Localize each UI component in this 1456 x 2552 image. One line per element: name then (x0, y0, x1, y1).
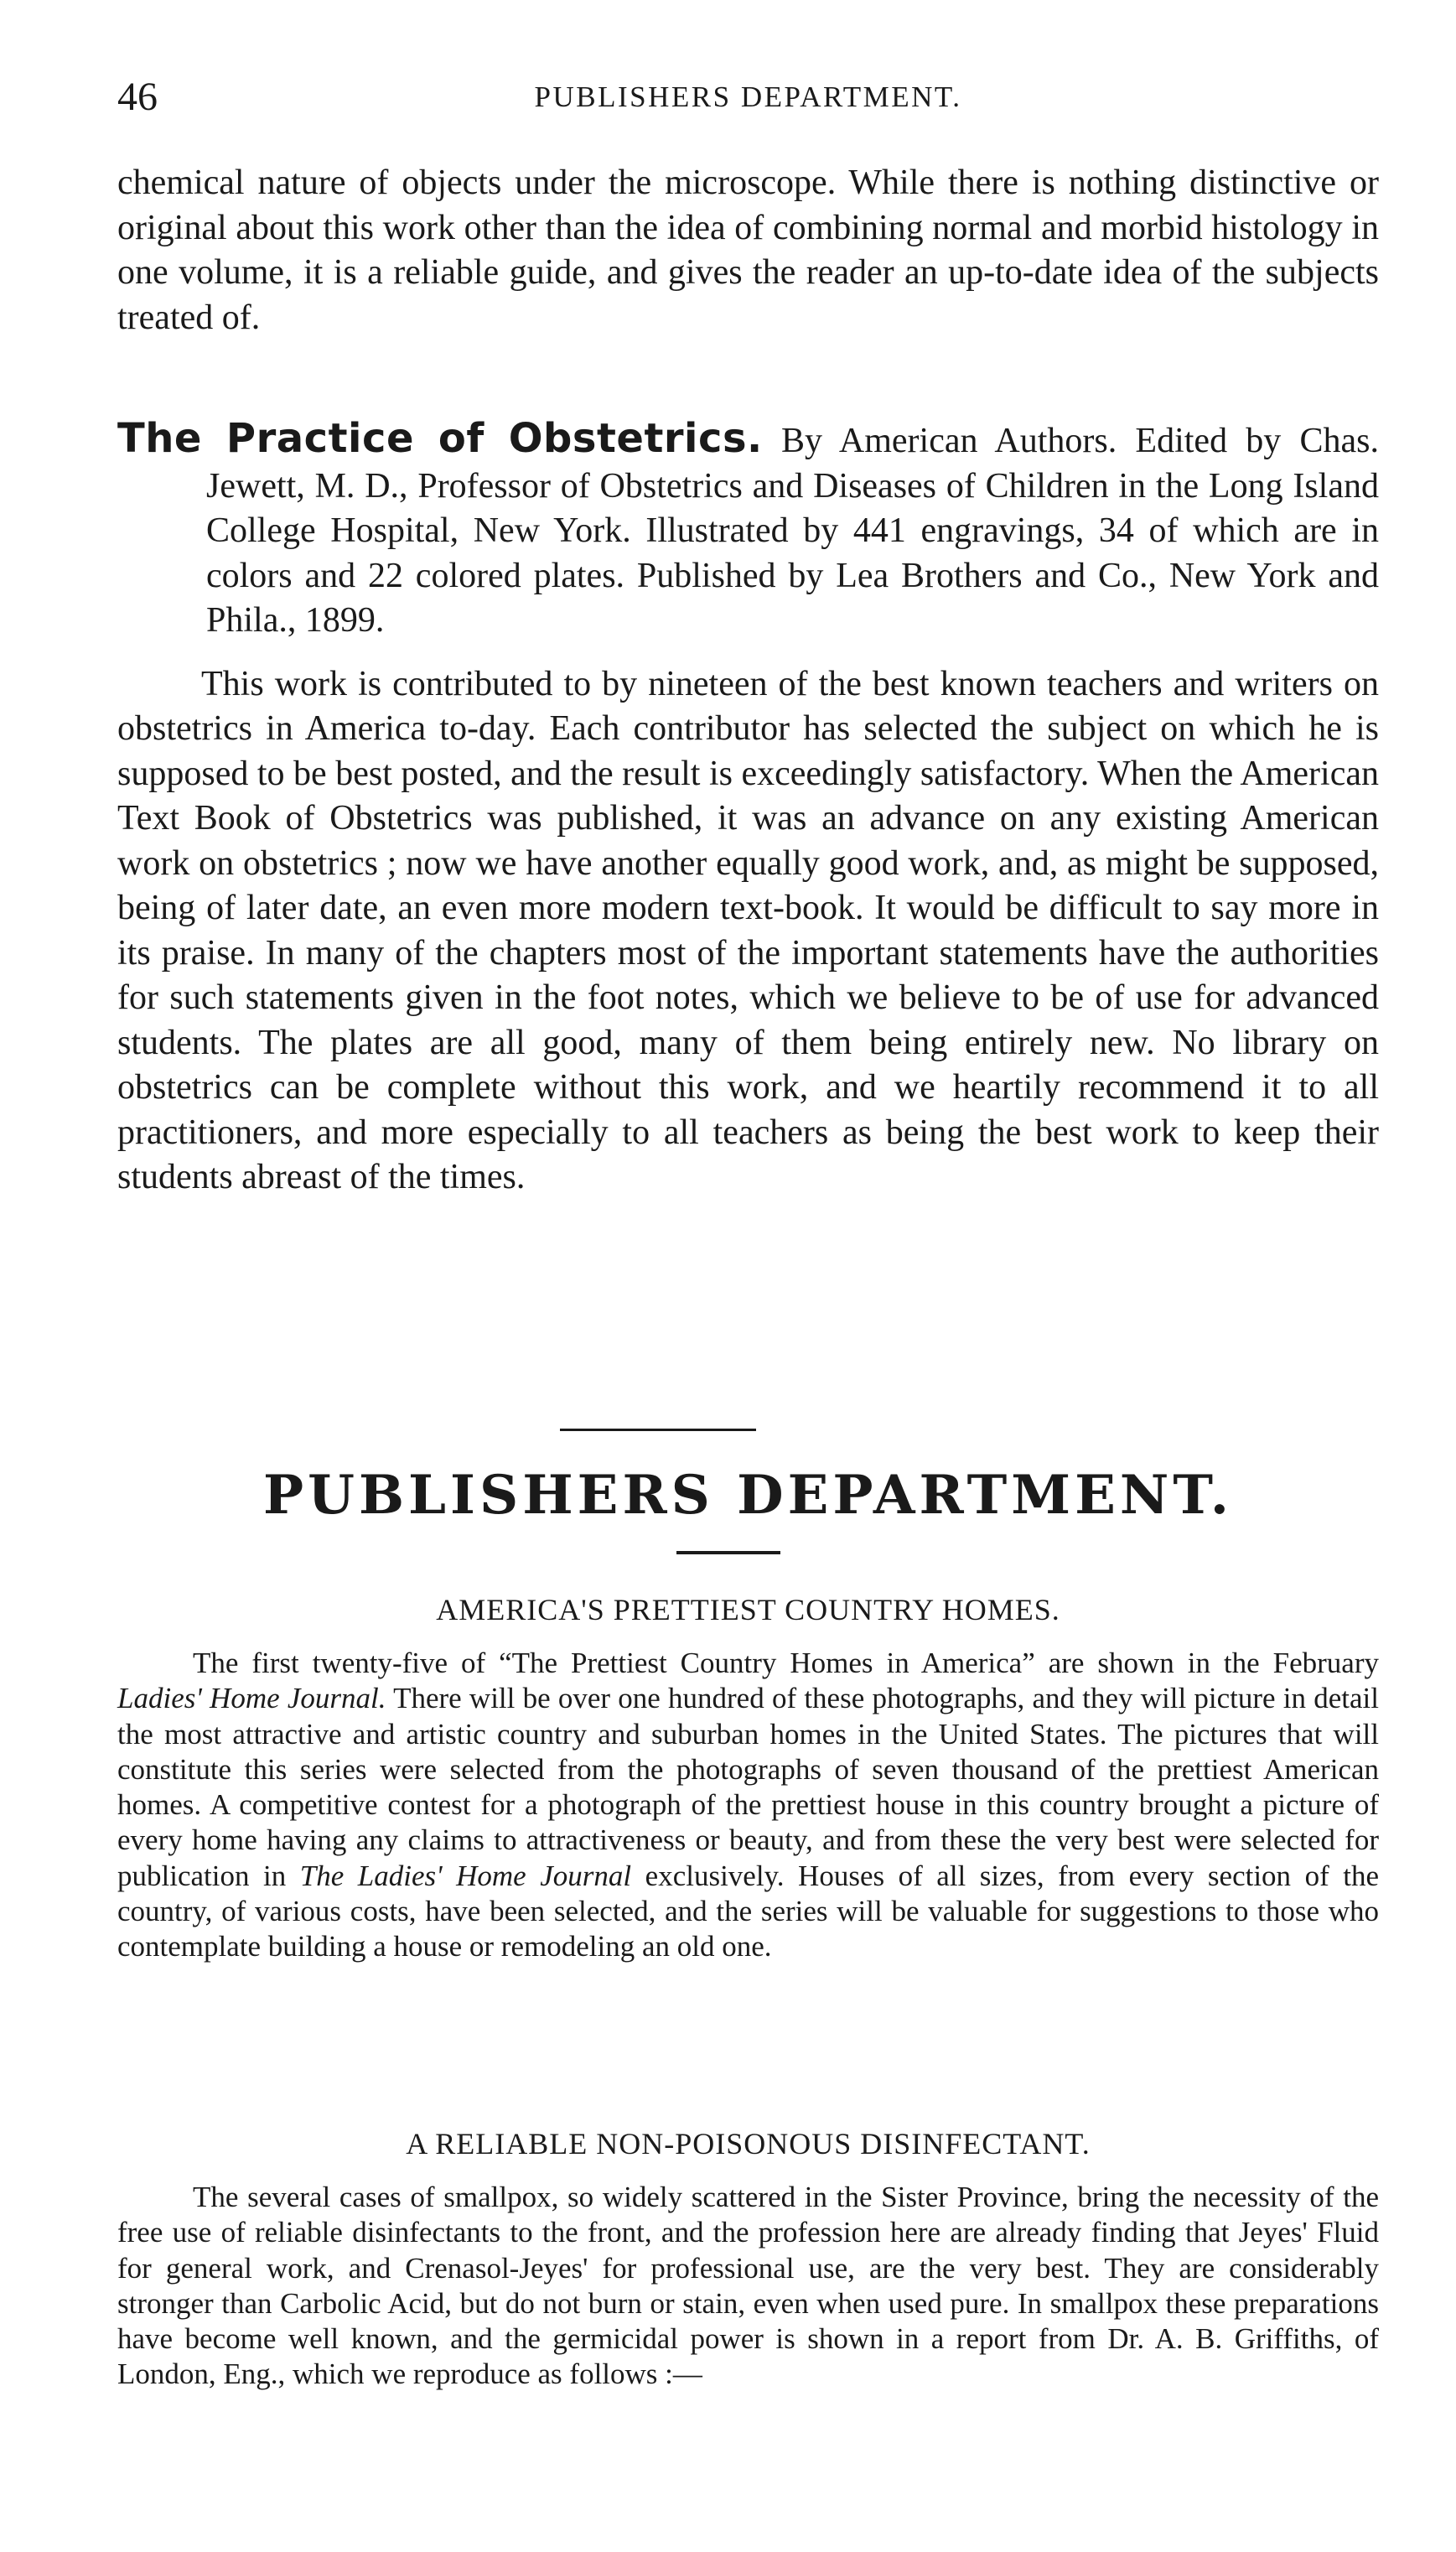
page-number: 46 (117, 75, 158, 119)
journal-title: The Ladies' Home Journal (299, 1859, 632, 1892)
notice-text: The first twenty-five of “The Prettiest Country Homes in America” are shown in the February (193, 1647, 1379, 1679)
heading-underline-rule (676, 1551, 780, 1554)
notice-disinfectant (117, 2122, 1379, 2393)
review-body: This work is contributed to by nineteen of the best known teachers and writers on obstetrics in America to-day. Each contributor has selected the subject on which he is supposed to be best posted, and the result is exceedingly satisfactory. When the American Text Book of Obstetrics was published, it was an advance on any existing American work on obstetrics ; now we have another equally good work, and, as might be supposed, being of later date, an even more modern text-book. It would be difficult to say more in its praise. In many of the chapters most of the important statements have the authorities for such statements given in the foot notes, which we believe to be of use for advanced students. The plates are all good, many of them being entirely new. No library on obstetrics can be complete without this work, and we heartily recommend it to all practitioners, and more especially to all teachers as being the best work to keep their students abreast of the times. (117, 664, 1379, 1196)
department-heading: PUBLISHERS DEPARTMENT. (263, 1464, 1233, 1527)
notice-text: There will be over one hundred of these photographs, and they will picture in detail the most attractive and artistic country and suburban homes in the United States. The pictures that will constitute this series were selected from the photographs of seven thousand of the prettiest American homes. A competitive contest for a photograph of the prettiest house in this country brought a picture of every home having any claims to attractiveness or beauty, and from these the very best were selected for publication in (117, 1682, 1379, 1892)
running-head (117, 74, 1379, 121)
review-citation: By American Authors. Edited by Chas. Jewett, M. D., Professor of Obstetrics and Diseases of Children in the Long Island College Hospital, New York. Illustrated by 441 engravings, 34 of which are in colors and 22 colored plates. Published by Lea Brothers and Co., New York and Phila., 1899. (206, 422, 1380, 640)
notice-paragraph: The several cases of smallpox, so widely scattered in the Sister Province, bring the necessity of the free use of reliable disinfectants to the front, and the profession here are already finding that Jeyes' Fluid for general work, and Crenasol-Jeyes' for professional use, are the very best. They are considerably stronger than Carbolic Acid, but do not burn or stain, even when used pure. In smallpox these preparations have become well known, and the germicidal power is shown in a report from Dr. A. B. Griffiths, of London, Eng., which we reproduce as follows :— (117, 2181, 1379, 2391)
previous-review-continuation (117, 161, 1379, 340)
notice-country-homes (117, 1588, 1379, 1965)
notice-heading: AMERICA'S PRETTIEST COUNTRY HOMES. (436, 1593, 1060, 1626)
review-heading (117, 417, 1379, 644)
review-title: The Practice of Obstetrics. (117, 415, 763, 462)
review-end-paragraph: chemical nature of objects under the microscope. While there is nothing distinctive or original about this work other than the idea of combining normal and morbid histology in one volume, it is a reliable guide, and gives the reader an up-to-date idea of the subjects treated of. (117, 163, 1379, 337)
notice-paragraph (117, 1646, 1379, 1965)
running-title: PUBLISHERS DEPARTMENT. (534, 80, 962, 113)
book-review-obstetrics (117, 417, 1379, 1201)
journal-title: Ladies' Home Journal. (117, 1682, 386, 1715)
notice-heading: A RELIABLE NON-POISONOUS DISINFECTANT. (406, 2127, 1091, 2160)
section-divider-rule (560, 1429, 756, 1431)
notice-text: exclusively. Houses of all sizes, from every section of the country, of various costs, have been selected, and the series will be valuable for suggestions to those who contemplate building a house or remodeling an old one. (117, 1859, 1380, 1963)
